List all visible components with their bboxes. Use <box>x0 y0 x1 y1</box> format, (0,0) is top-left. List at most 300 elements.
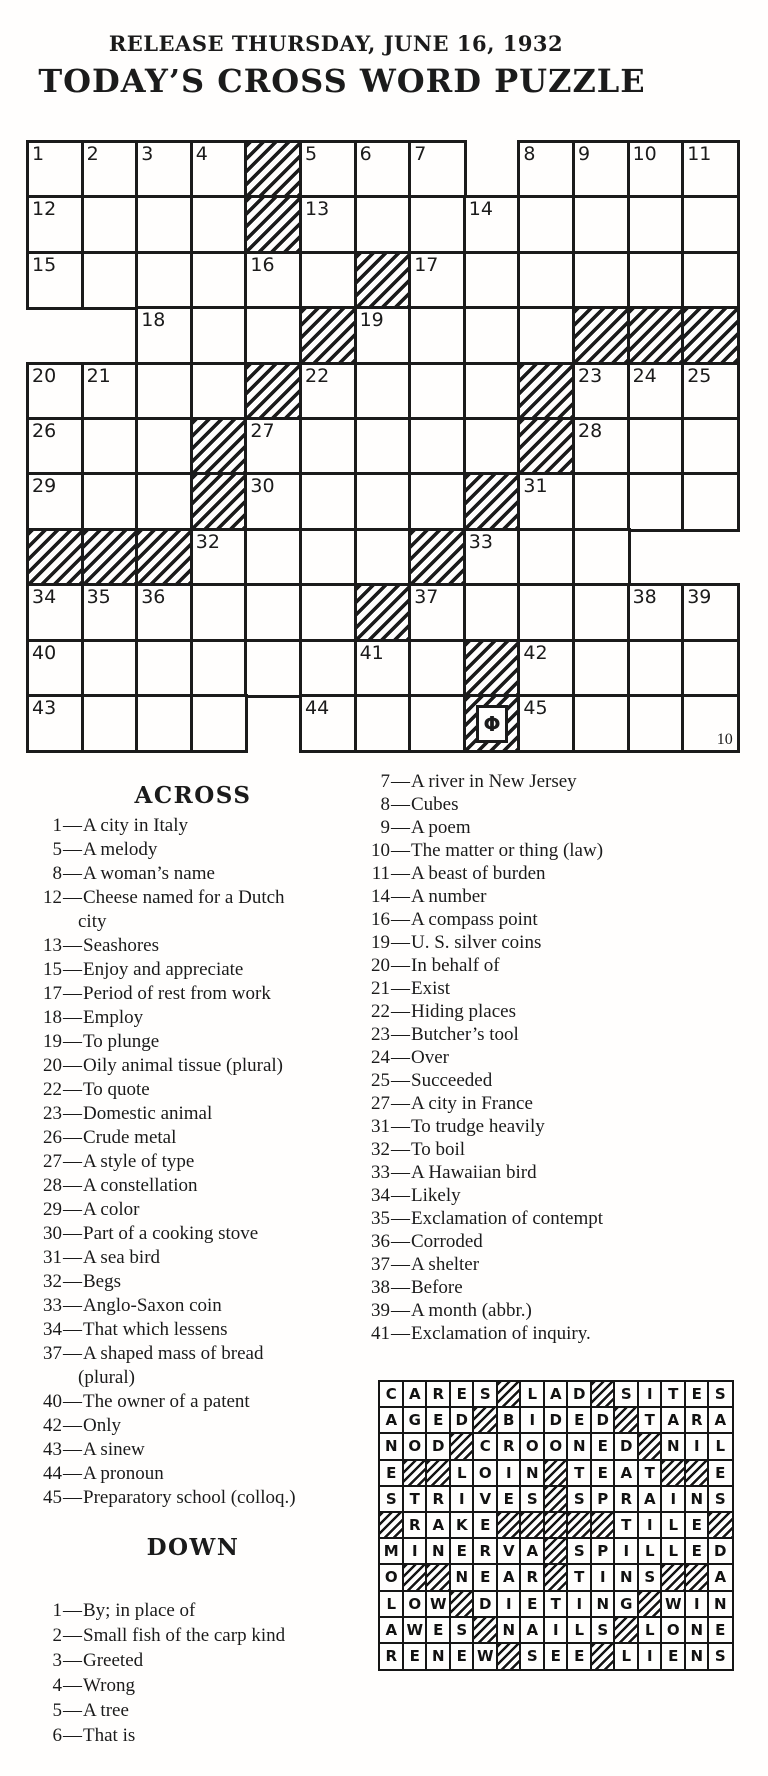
grid-cell[interactable] <box>408 639 467 698</box>
solution-letter-cell: I <box>684 1590 711 1619</box>
clue-number: 28 <box>43 1175 62 1196</box>
clue-dash: — <box>63 1103 82 1124</box>
clue-text: Cubes <box>411 794 459 815</box>
solution-black-cell <box>707 1511 734 1540</box>
clue-dash: — <box>63 983 82 1004</box>
clue-dash: — <box>63 815 82 836</box>
grid-cell[interactable] <box>463 251 522 310</box>
solution-letter-cell: I <box>519 1406 546 1435</box>
cell-number-9: 9 <box>578 143 591 165</box>
cell-number-5: 5 <box>305 143 318 165</box>
grid-cell[interactable] <box>244 639 303 698</box>
clue-number: 38 <box>371 1277 390 1298</box>
black-cell <box>299 306 358 365</box>
solution-letter-cell: I <box>637 1380 664 1409</box>
solution-letter-cell: E <box>566 1406 593 1435</box>
solution-letter-cell: A <box>425 1511 452 1540</box>
clue-item-3 <box>32 1648 342 1673</box>
grid-cell[interactable] <box>190 583 249 642</box>
solution-letter-cell: T <box>660 1380 687 1409</box>
grid-cell[interactable] <box>572 251 631 310</box>
clue-dash: — <box>63 1007 82 1028</box>
clue-text: Small fish of the carp kind <box>83 1625 286 1646</box>
clue-dash: — <box>391 978 410 999</box>
solution-letter-cell: D <box>472 1590 499 1619</box>
grid-cell[interactable] <box>517 195 576 254</box>
grid-cell[interactable] <box>517 528 576 587</box>
solution-letter-cell: N <box>660 1432 687 1461</box>
black-cell <box>463 694 522 753</box>
clue-item-23 <box>360 1023 752 1046</box>
clue-item-45 <box>32 1486 314 1510</box>
grid-cell[interactable] <box>299 528 358 587</box>
solution-letter-cell: L <box>660 1511 687 1540</box>
black-cell <box>517 417 576 476</box>
clue-number: 22 <box>371 1001 390 1022</box>
solution-letter-cell: E <box>707 1616 734 1645</box>
clue-text: The matter or thing (law) <box>411 840 604 861</box>
clue-number: 39 <box>371 1300 390 1321</box>
grid-cell[interactable] <box>408 306 467 365</box>
clue-text: A city in France <box>411 1093 533 1114</box>
clue-item-19 <box>32 1030 314 1054</box>
cell-number-20: 20 <box>32 364 57 387</box>
black-cell <box>408 528 467 587</box>
solution-letter-cell: L <box>519 1380 546 1409</box>
clue-text: By; in place of <box>83 1600 196 1621</box>
clue-item-38 <box>360 1276 752 1299</box>
clue-text: A shelter <box>411 1254 480 1275</box>
solution-letter-cell: A <box>496 1563 523 1592</box>
black-cell <box>244 195 303 254</box>
grid-cell[interactable] <box>135 362 194 421</box>
solution-letter-cell: I <box>566 1590 593 1619</box>
solution-letter-cell: E <box>707 1459 734 1488</box>
grid-cell[interactable] <box>408 195 467 254</box>
black-cell <box>463 639 522 698</box>
clue-dash: — <box>63 1343 82 1364</box>
solution-letter-cell: E <box>543 1642 570 1671</box>
down-clue-list-left <box>32 1598 342 1748</box>
clue-item-31 <box>32 1246 314 1270</box>
clue-number: 27 <box>371 1093 390 1114</box>
solution-letter-cell: G <box>613 1590 640 1619</box>
clue-dash: — <box>63 959 82 980</box>
solution-letter-cell: T <box>566 1563 593 1592</box>
solution-letter-cell: S <box>707 1642 734 1671</box>
grid-cell[interactable] <box>244 528 303 587</box>
grid-cell[interactable] <box>572 472 631 531</box>
clue-text: Butcher’s tool <box>411 1024 519 1045</box>
clue-item-2 <box>32 1623 342 1648</box>
solution-letter-cell: D <box>707 1537 734 1566</box>
black-cell <box>190 472 249 531</box>
solution-letter-cell: D <box>449 1406 476 1435</box>
grid-cell[interactable] <box>135 417 194 476</box>
clue-dash: — <box>391 817 410 838</box>
clue-text: A constellation <box>83 1175 198 1196</box>
clue-text: In behalf of <box>411 955 500 976</box>
grid-cell[interactable] <box>627 417 686 476</box>
black-cell <box>354 583 413 642</box>
solution-letter-cell: N <box>684 1616 711 1645</box>
clue-number: 31 <box>371 1116 390 1137</box>
clue-number: 1 <box>52 815 62 836</box>
solution-letter-cell: E <box>449 1537 476 1566</box>
grid-cell[interactable] <box>244 583 303 642</box>
cell-number-45: 45 <box>523 697 548 719</box>
grid-cell[interactable] <box>408 472 467 531</box>
grid-cell[interactable] <box>299 417 358 476</box>
solution-letter-cell: N <box>684 1642 711 1671</box>
solution-letter-cell: O <box>378 1563 405 1592</box>
clue-number: 43 <box>43 1439 62 1460</box>
grid-cell[interactable] <box>190 694 249 753</box>
solution-letter-cell: W <box>472 1642 499 1671</box>
grid-cell[interactable] <box>517 251 576 310</box>
clue-dash: — <box>391 1024 410 1045</box>
grid-cell[interactable] <box>681 417 740 476</box>
clue-text: A city in Italy <box>83 815 189 836</box>
solution-letter-cell: W <box>425 1590 452 1619</box>
grid-cell[interactable] <box>681 195 740 254</box>
clue-number: 33 <box>371 1162 390 1183</box>
solution-letter-cell: O <box>660 1616 687 1645</box>
grid-cell[interactable] <box>354 417 413 476</box>
solution-letter-cell: L <box>566 1616 593 1645</box>
grid-cell[interactable] <box>190 639 249 698</box>
grid-cell[interactable] <box>572 195 631 254</box>
grid-cell[interactable] <box>681 694 740 753</box>
clue-number: 42 <box>43 1415 62 1436</box>
grid-cell[interactable] <box>135 251 194 310</box>
grid-cell[interactable] <box>354 528 413 587</box>
grid-cell[interactable] <box>244 306 303 365</box>
grid-cell[interactable] <box>463 583 522 642</box>
clue-number: 3 <box>52 1650 62 1671</box>
clue-item-31 <box>360 1115 752 1138</box>
solution-letter-cell: S <box>378 1485 405 1514</box>
grid-cell[interactable] <box>681 251 740 310</box>
solution-letter-cell: E <box>660 1642 687 1671</box>
solution-letter-cell: I <box>496 1459 523 1488</box>
cell-number-17: 17 <box>414 253 439 276</box>
clue-number: 7 <box>380 771 390 792</box>
clue-number: 41 <box>371 1323 390 1344</box>
clue-number: 30 <box>43 1223 62 1244</box>
cell-number-42: 42 <box>523 641 548 664</box>
clue-number: 36 <box>371 1231 390 1252</box>
cell-number-23: 23 <box>578 364 603 387</box>
syndicate-mark: Φ <box>476 705 508 743</box>
clue-number: 27 <box>43 1151 62 1172</box>
clue-text: Exclamation of contempt <box>411 1208 604 1229</box>
cell-number-16: 16 <box>250 253 275 276</box>
black-cell <box>627 306 686 365</box>
cell-number-38: 38 <box>632 586 657 609</box>
solution-letter-cell: A <box>378 1406 405 1435</box>
grid-cell[interactable] <box>627 639 686 698</box>
clue-item-39 <box>360 1299 752 1322</box>
clue-number: 9 <box>380 817 390 838</box>
solution-letter-cell: E <box>566 1642 593 1671</box>
clue-number: 26 <box>43 1127 62 1148</box>
clue-text: That which lessens <box>83 1319 228 1340</box>
clue-text: Cheese named for a Dutch city <box>78 887 285 932</box>
cell-number-8: 8 <box>523 143 536 165</box>
clue-text: A sea bird <box>83 1247 161 1268</box>
clue-item-37 <box>360 1253 752 1276</box>
clue-dash: — <box>391 955 410 976</box>
grid-cell[interactable] <box>681 472 740 531</box>
clue-item-8 <box>360 793 752 816</box>
clue-text: Hiding places <box>411 1001 517 1022</box>
clue-number: 22 <box>43 1079 62 1100</box>
solution-letter-cell: S <box>590 1616 617 1645</box>
cell-number-10: 10 <box>632 143 657 165</box>
grid-cell[interactable] <box>354 195 413 254</box>
cell-number-15: 15 <box>32 253 57 276</box>
clue-number: 18 <box>43 1007 62 1028</box>
clue-text: A month (abbr.) <box>411 1300 532 1321</box>
grid-cell[interactable] <box>517 306 576 365</box>
clue-item-19 <box>360 931 752 954</box>
solution-letter-cell: R <box>378 1642 405 1671</box>
solution-letter-cell: I <box>402 1537 429 1566</box>
solution-letter-cell: E <box>519 1590 546 1619</box>
grid-cell[interactable] <box>81 251 140 310</box>
solution-letter-cell: A <box>660 1406 687 1435</box>
solution-letter-cell: D <box>543 1406 570 1435</box>
clue-text: Succeeded <box>411 1070 493 1091</box>
clue-text: Only <box>83 1415 121 1436</box>
grid-cell[interactable] <box>572 694 631 753</box>
solution-letter-cell: N <box>449 1563 476 1592</box>
clue-number: 34 <box>371 1185 390 1206</box>
grid-cell[interactable] <box>81 694 140 753</box>
clue-number: 24 <box>371 1047 390 1068</box>
grid-cell[interactable] <box>81 417 140 476</box>
solution-letter-cell: E <box>496 1485 523 1514</box>
clue-item-42 <box>32 1414 314 1438</box>
clue-text: Oily animal tissue (plural) <box>83 1055 283 1076</box>
cell-number-40: 40 <box>32 641 57 664</box>
cell-number-22: 22 <box>305 364 330 387</box>
page-number: 10 <box>716 731 733 749</box>
crossword-grid <box>26 140 744 755</box>
clue-text: That is <box>83 1725 136 1746</box>
clue-item-43 <box>32 1438 314 1462</box>
grid-cell[interactable] <box>572 639 631 698</box>
solution-letter-cell: I <box>496 1590 523 1619</box>
clue-number: 23 <box>371 1024 390 1045</box>
clue-item-17 <box>32 982 314 1006</box>
clue-text: A poem <box>411 817 471 838</box>
cell-number-1: 1 <box>32 143 45 165</box>
grid-cell[interactable] <box>354 362 413 421</box>
clue-number: 25 <box>371 1070 390 1091</box>
solution-letter-cell: I <box>637 1511 664 1540</box>
clue-item-14 <box>360 885 752 908</box>
clue-item-30 <box>32 1222 314 1246</box>
grid-cell[interactable] <box>354 694 413 753</box>
solution-letter-cell: A <box>519 1616 546 1645</box>
clue-dash: — <box>391 771 410 792</box>
clue-dash: — <box>391 794 410 815</box>
clue-text: Begs <box>83 1271 121 1292</box>
clue-text: Anglo-Saxon coin <box>83 1295 222 1316</box>
clue-text: A Hawaiian bird <box>411 1162 537 1183</box>
clue-dash: — <box>391 1116 410 1137</box>
clue-dash: — <box>63 839 82 860</box>
solution-letter-cell: N <box>590 1590 617 1619</box>
solution-letter-cell: T <box>637 1459 664 1488</box>
grid-cell[interactable] <box>572 528 631 587</box>
clue-item-29 <box>32 1198 314 1222</box>
solution-letter-cell: W <box>660 1590 687 1619</box>
cell-number-12: 12 <box>32 198 57 221</box>
clue-number: 31 <box>43 1247 62 1268</box>
grid-cell[interactable] <box>135 694 194 753</box>
grid-cell[interactable] <box>627 251 686 310</box>
clue-dash: — <box>63 1127 82 1148</box>
clue-dash: — <box>63 1247 82 1268</box>
solution-letter-cell: N <box>378 1432 405 1461</box>
cell-number-2: 2 <box>86 143 99 165</box>
clue-dash: — <box>63 887 82 908</box>
clue-item-9 <box>360 816 752 839</box>
clue-number: 29 <box>43 1199 62 1220</box>
clue-dash: — <box>391 1254 410 1275</box>
clue-dash: — <box>63 1295 82 1316</box>
clue-number: 13 <box>43 935 62 956</box>
grid-cell[interactable] <box>517 583 576 642</box>
clue-number: 14 <box>371 886 390 907</box>
solution-letter-cell: E <box>472 1563 499 1592</box>
cell-number-39: 39 <box>687 586 712 609</box>
grid-cell[interactable] <box>135 639 194 698</box>
clue-number: 8 <box>380 794 390 815</box>
solution-letter-cell: S <box>472 1380 499 1409</box>
grid-cell[interactable] <box>299 639 358 698</box>
solution-letter-cell: R <box>425 1485 452 1514</box>
solution-letter-cell: V <box>496 1537 523 1566</box>
clue-text: A beast of burden <box>411 863 546 884</box>
cell-number-14: 14 <box>468 198 493 221</box>
solution-letter-cell: A <box>637 1485 664 1514</box>
clue-dash: — <box>63 1439 82 1460</box>
solution-letter-cell: E <box>590 1459 617 1488</box>
solution-letter-cell: L <box>378 1590 405 1619</box>
grid-cell[interactable] <box>572 583 631 642</box>
clue-dash: — <box>63 1650 82 1671</box>
grid-cell[interactable] <box>354 472 413 531</box>
grid-cell[interactable] <box>463 417 522 476</box>
clue-item-13 <box>32 934 314 958</box>
grid-cell[interactable] <box>681 639 740 698</box>
grid-cell[interactable] <box>81 472 140 531</box>
clue-dash: — <box>391 1185 410 1206</box>
clue-text: Greeted <box>83 1650 144 1671</box>
solution-letter-cell: S <box>707 1380 734 1409</box>
grid-cell[interactable] <box>627 472 686 531</box>
clue-dash: — <box>391 1300 410 1321</box>
grid-cell[interactable] <box>190 195 249 254</box>
clue-dash: — <box>63 863 82 884</box>
clue-text: A melody <box>83 839 158 860</box>
solution-letter-cell: A <box>378 1616 405 1645</box>
black-cell <box>572 306 631 365</box>
clue-text: A river in New Jersey <box>411 771 577 792</box>
clue-text: Employ <box>83 1007 144 1028</box>
clue-item-23 <box>32 1102 314 1126</box>
grid-cell[interactable] <box>408 694 467 753</box>
solution-letter-cell: O <box>402 1590 429 1619</box>
clue-dash: — <box>391 1162 410 1183</box>
clue-dash: — <box>391 932 410 953</box>
grid-cell[interactable] <box>408 417 467 476</box>
clue-dash: — <box>63 1199 82 1220</box>
grid-cell[interactable] <box>299 472 358 531</box>
grid-cell[interactable] <box>299 583 358 642</box>
grid-cell[interactable] <box>627 195 686 254</box>
clue-text: A shaped mass of bread (plural) <box>78 1343 264 1388</box>
grid-cell[interactable] <box>81 639 140 698</box>
grid-cell[interactable] <box>299 251 358 310</box>
clue-number: 1 <box>52 1600 62 1621</box>
grid-cell[interactable] <box>463 306 522 365</box>
clue-text: Seashores <box>83 935 159 956</box>
grid-cell[interactable] <box>81 195 140 254</box>
clue-text: A woman’s name <box>83 863 215 884</box>
cell-number-30: 30 <box>250 475 275 498</box>
solution-letter-cell: I <box>449 1485 476 1514</box>
grid-cell[interactable] <box>190 251 249 310</box>
clue-number: 37 <box>371 1254 390 1275</box>
solution-letter-cell: L <box>660 1537 687 1566</box>
solution-letter-cell: D <box>613 1432 640 1461</box>
grid-cell[interactable] <box>190 306 249 365</box>
clue-text: Period of rest from work <box>83 983 271 1004</box>
clue-item-34 <box>360 1184 752 1207</box>
solution-letter-cell: T <box>402 1485 429 1514</box>
clue-item-25 <box>360 1069 752 1092</box>
cell-number-3: 3 <box>141 143 154 165</box>
solution-letter-cell: T <box>637 1406 664 1435</box>
cell-number-28: 28 <box>578 420 603 442</box>
grid-cell[interactable] <box>463 362 522 421</box>
black-cell <box>681 306 740 365</box>
clue-item-18 <box>32 1006 314 1030</box>
solution-letter-cell: O <box>402 1432 429 1461</box>
grid-cell[interactable] <box>627 694 686 753</box>
clue-text: A number <box>411 886 487 907</box>
solution-letter-cell: D <box>425 1432 452 1461</box>
solution-letter-cell: E <box>590 1432 617 1461</box>
grid-cell[interactable] <box>135 195 194 254</box>
grid-cell[interactable] <box>135 472 194 531</box>
solution-grid <box>378 1380 733 1671</box>
grid-cell[interactable] <box>190 362 249 421</box>
solution-letter-cell: O <box>519 1432 546 1461</box>
clue-item-12 <box>32 886 314 934</box>
grid-cell[interactable] <box>408 362 467 421</box>
clue-dash: — <box>63 1700 82 1721</box>
clue-text: A pronoun <box>83 1463 164 1484</box>
clue-text: Over <box>411 1047 449 1068</box>
clue-item-4 <box>32 1673 342 1698</box>
solution-letter-cell: S <box>519 1485 546 1514</box>
